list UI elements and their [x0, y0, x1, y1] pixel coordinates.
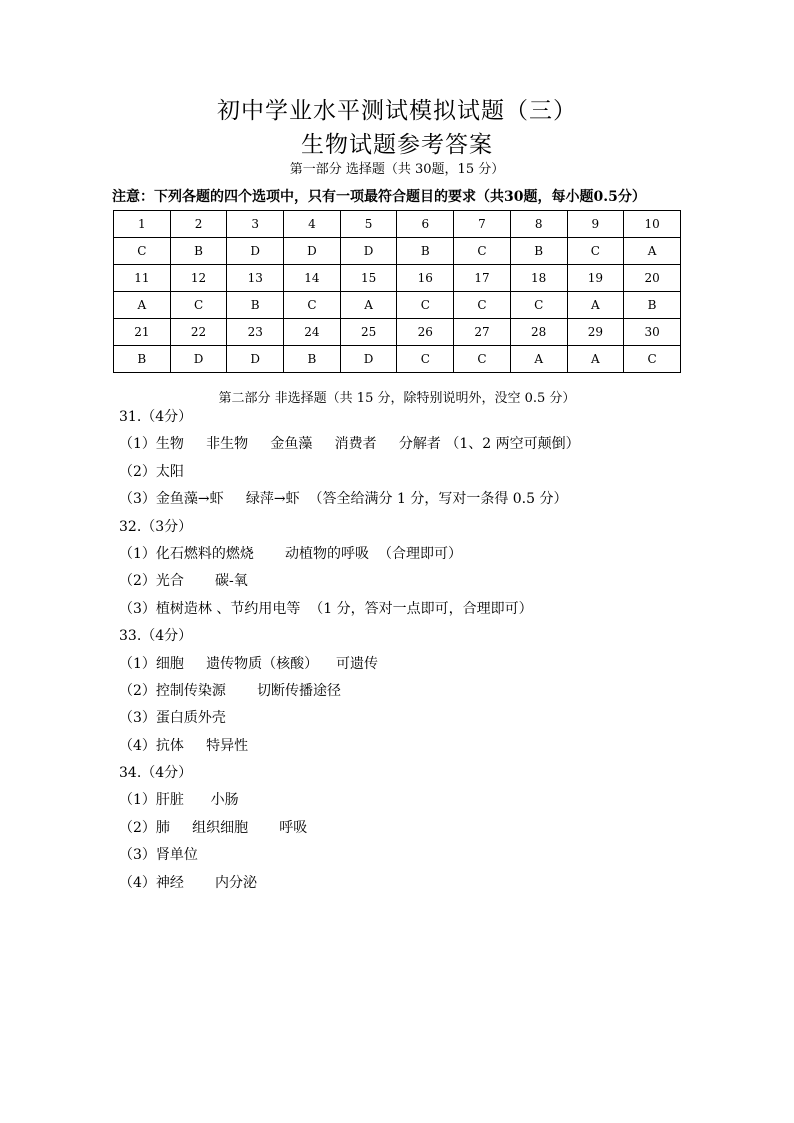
question-number-cell: 13	[227, 265, 284, 292]
answer-cell: B	[397, 238, 454, 265]
answer-cell: A	[567, 292, 624, 319]
answer-cell: A	[624, 238, 681, 265]
answer-line: （4）抗体 特异性	[119, 737, 249, 754]
question-number-cell: 30	[624, 319, 681, 346]
question-number-cell: 11	[114, 265, 171, 292]
answer-line: （2）太阳	[119, 463, 184, 480]
question-number-cell: 28	[510, 319, 567, 346]
answer-cell: D	[340, 346, 397, 373]
answer-cell: B	[510, 238, 567, 265]
answer-cell: D	[284, 238, 341, 265]
part1-heading: 第一部分 选择题（共 30题，15 分）	[289, 162, 505, 177]
question-number-cell: 17	[454, 265, 511, 292]
answer-line: （2）控制传染源 切断传播途径	[119, 682, 342, 699]
answer-cell: C	[114, 238, 171, 265]
answer-cell: B	[624, 292, 681, 319]
answer-cell: B	[284, 346, 341, 373]
answer-line: （3）肾单位	[119, 847, 198, 864]
question-number-cell: 2	[170, 211, 227, 238]
answer-cell: C	[567, 238, 624, 265]
question-number-cell: 9	[567, 211, 624, 238]
question-number-row	[114, 211, 681, 238]
question-number-cell: 16	[397, 265, 454, 292]
answer-row	[114, 238, 681, 265]
question-number-cell: 23	[227, 319, 284, 346]
question-number-cell: 1	[114, 211, 171, 238]
answer-cell: D	[340, 238, 397, 265]
question-heading: 34.（4分）	[119, 765, 193, 782]
question-number-cell: 25	[340, 319, 397, 346]
question-number-cell: 22	[170, 319, 227, 346]
question-number-cell: 4	[284, 211, 341, 238]
answer-cell: B	[114, 346, 171, 373]
question-number-cell: 7	[454, 211, 511, 238]
question-number-cell: 12	[170, 265, 227, 292]
question-number-cell: 10	[624, 211, 681, 238]
answer-cell: D	[227, 346, 284, 373]
question-number-cell: 18	[510, 265, 567, 292]
answer-cell: C	[454, 238, 511, 265]
question-heading: 33.（4分）	[119, 628, 193, 645]
answer-line: （3）金鱼藻→虾 绿萍→虾 （答全给满分 1 分，写对一条得 0.5 分）	[119, 491, 568, 508]
question-heading: 32.（3分）	[119, 518, 193, 535]
answer-line: （2）光合 碳-氧	[119, 573, 248, 590]
answer-cell: C	[454, 292, 511, 319]
answer-cell: B	[170, 238, 227, 265]
question-number-cell: 3	[227, 211, 284, 238]
answer-cell: A	[567, 346, 624, 373]
question-number-cell: 29	[567, 319, 624, 346]
instruction-note: 注意：下列各题的四个选项中，只有一项最符合题目的要求（共30题，每小题0.5分）	[112, 189, 646, 205]
answer-line: （1）生物 非生物 金鱼藻 消费者 分解者 （1、2 两空可颠倒）	[119, 436, 580, 453]
answer-table	[113, 210, 681, 373]
answer-cell: D	[227, 238, 284, 265]
answer-line: （1）化石燃料的燃烧 动植物的呼吸 （合理即可）	[119, 545, 462, 562]
answer-cell: C	[397, 346, 454, 373]
answer-line: （4）神经 内分泌	[119, 874, 258, 891]
answer-cell: A	[510, 346, 567, 373]
question-number-cell: 19	[567, 265, 624, 292]
answer-cell: C	[624, 346, 681, 373]
answer-cell: C	[397, 292, 454, 319]
answer-cell: A	[340, 292, 397, 319]
question-number-cell: 21	[114, 319, 171, 346]
question-number-cell: 24	[284, 319, 341, 346]
question-number-cell: 15	[340, 265, 397, 292]
page-subtitle: 生物试题参考答案	[301, 132, 493, 158]
question-number-row	[114, 319, 681, 346]
answer-line: （1）细胞 遗传物质（核酸） 可遗传	[119, 655, 378, 672]
answer-row	[114, 292, 681, 319]
answer-cell: C	[510, 292, 567, 319]
question-number-cell: 14	[284, 265, 341, 292]
answer-line: （1）肝脏 小肠	[119, 792, 239, 809]
question-heading: 31.（4分）	[119, 409, 193, 425]
question-number-row	[114, 265, 681, 292]
answer-lines	[119, 404, 759, 897]
answer-cell: C	[454, 346, 511, 373]
question-number-cell: 26	[397, 319, 454, 346]
part2-heading: 第二部分 非选择题（共 15 分，除特别说明外，没空 0.5 分）	[218, 391, 576, 406]
question-number-cell: 6	[397, 211, 454, 238]
question-number-cell: 8	[510, 211, 567, 238]
question-number-cell: 20	[624, 265, 681, 292]
answer-line: （3）植树造林 、节约用电等 （1 分，答对一点即可，合理即可）	[119, 600, 533, 617]
answer-row	[114, 346, 681, 373]
answer-line: （2）肺 组织细胞 呼吸	[119, 819, 308, 836]
answer-cell: C	[284, 292, 341, 319]
answer-cell: B	[227, 292, 284, 319]
answer-cell: D	[170, 346, 227, 373]
answer-line: （3）蛋白质外壳	[119, 710, 226, 727]
page-title: 初中学业水平测试模拟试题（三）	[217, 98, 577, 124]
answer-cell: A	[114, 292, 171, 319]
question-number-cell: 5	[340, 211, 397, 238]
question-number-cell: 27	[454, 319, 511, 346]
answer-cell: C	[170, 292, 227, 319]
